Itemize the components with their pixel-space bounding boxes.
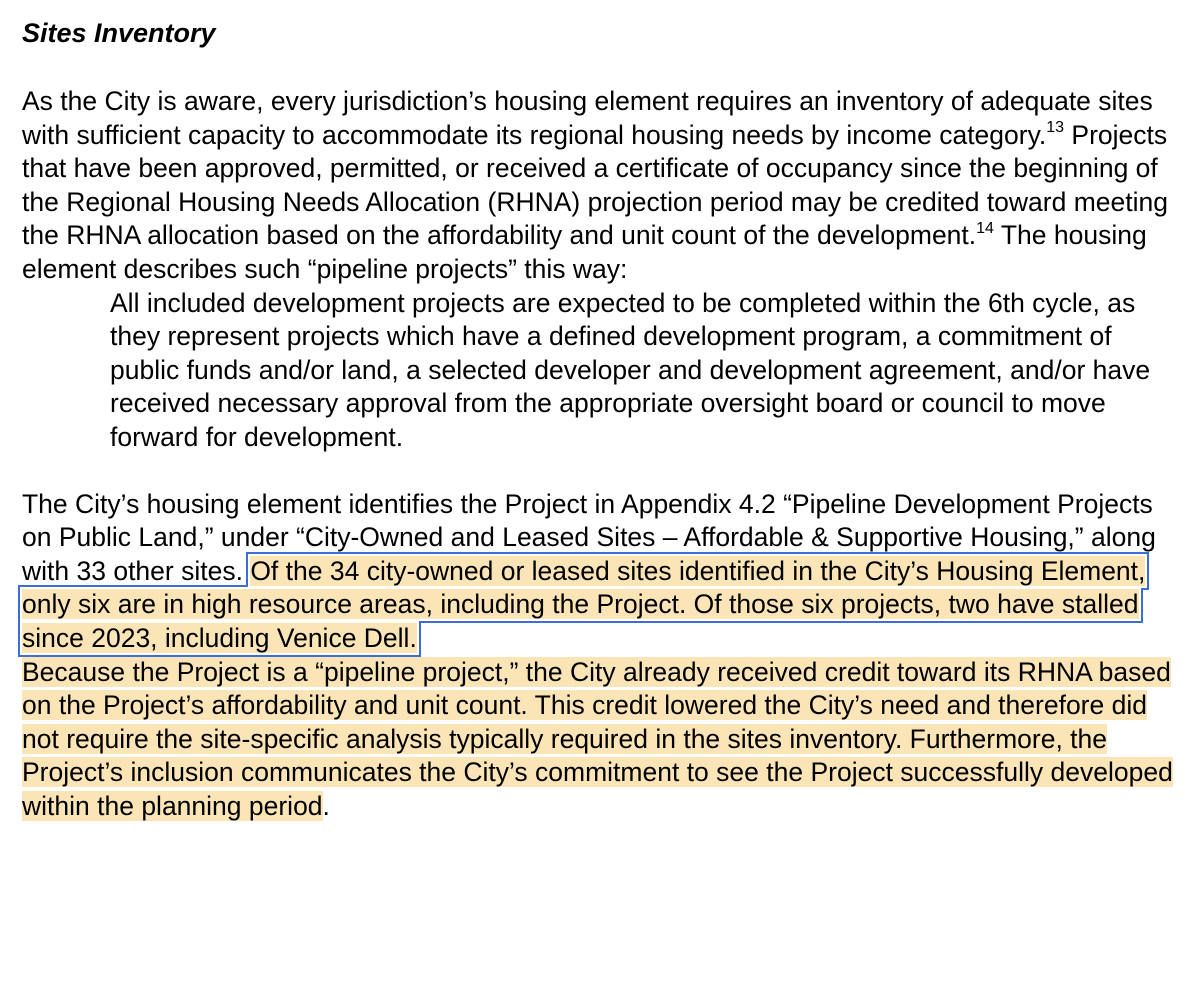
- block-quote: All included development projects are expected to be completed within the 6th cycle, as they represent projects which have a defined development program, a commitment of public funds and/or land, a selected developer and development agreement, and/or have received necessary approval from the appropriate oversight board or council to move forward for development.: [110, 287, 1151, 452]
- paragraph-text: The City’s housing element identifies the Project in Appendix 4.2 “Pipeline Development Projects on Public Land,” under “City-Owned and Leased Sites – Affordable & Supportive Housing,” along with 33 other sites.: [22, 488, 1156, 586]
- paragraph-text: As the City is aware, every jurisdiction’s housing element requires an inventory of adequate sites with sufficient capacity to accommodate its regional housing needs by income category.: [22, 86, 1153, 150]
- section-heading: Sites Inventory: [22, 18, 216, 48]
- paragraph-credit: [22, 656, 1187, 824]
- footnote-ref-13[interactable]: 13: [1046, 118, 1065, 136]
- selected-highlighted-text[interactable]: Of the 34 city-owned or leased sites identified in the City’s Housing Element, only six are in high resource areas, including the Project. Of those six projects, two have stalled since 2023, including Venice Dell.: [22, 555, 1146, 653]
- highlighted-text[interactable]: Because the Project is a “pipeline project,” the City already received credit toward its RHNA based on the Project’s affordability and unit count. This credit lowered the City’s need and therefore did not require the site-specific analysis typically required in the sites inventory. Furthermore, the Project’s inclusion communicates the City’s commitment to see the Project successfully developed within the planning period: [22, 656, 1173, 821]
- paragraph-text: Projects that have been approved, permitted, or received a certificate of occupancy since the beginning of the Regional Housing Needs Allocation (RHNA) projection period may be credited toward meeting the RHNA allocation based on the affordability and unit count of the development.: [22, 119, 1168, 251]
- footnote-ref-14[interactable]: 14: [976, 219, 994, 237]
- paragraph-text: The housing element describes such “pipeline projects” this way:: [22, 220, 1147, 284]
- paragraph-rhna-intro: [22, 85, 1187, 287]
- paragraph-pipeline-projects: [22, 488, 1187, 656]
- document-page: [22, 14, 1187, 823]
- paragraph-text: .: [322, 790, 330, 821]
